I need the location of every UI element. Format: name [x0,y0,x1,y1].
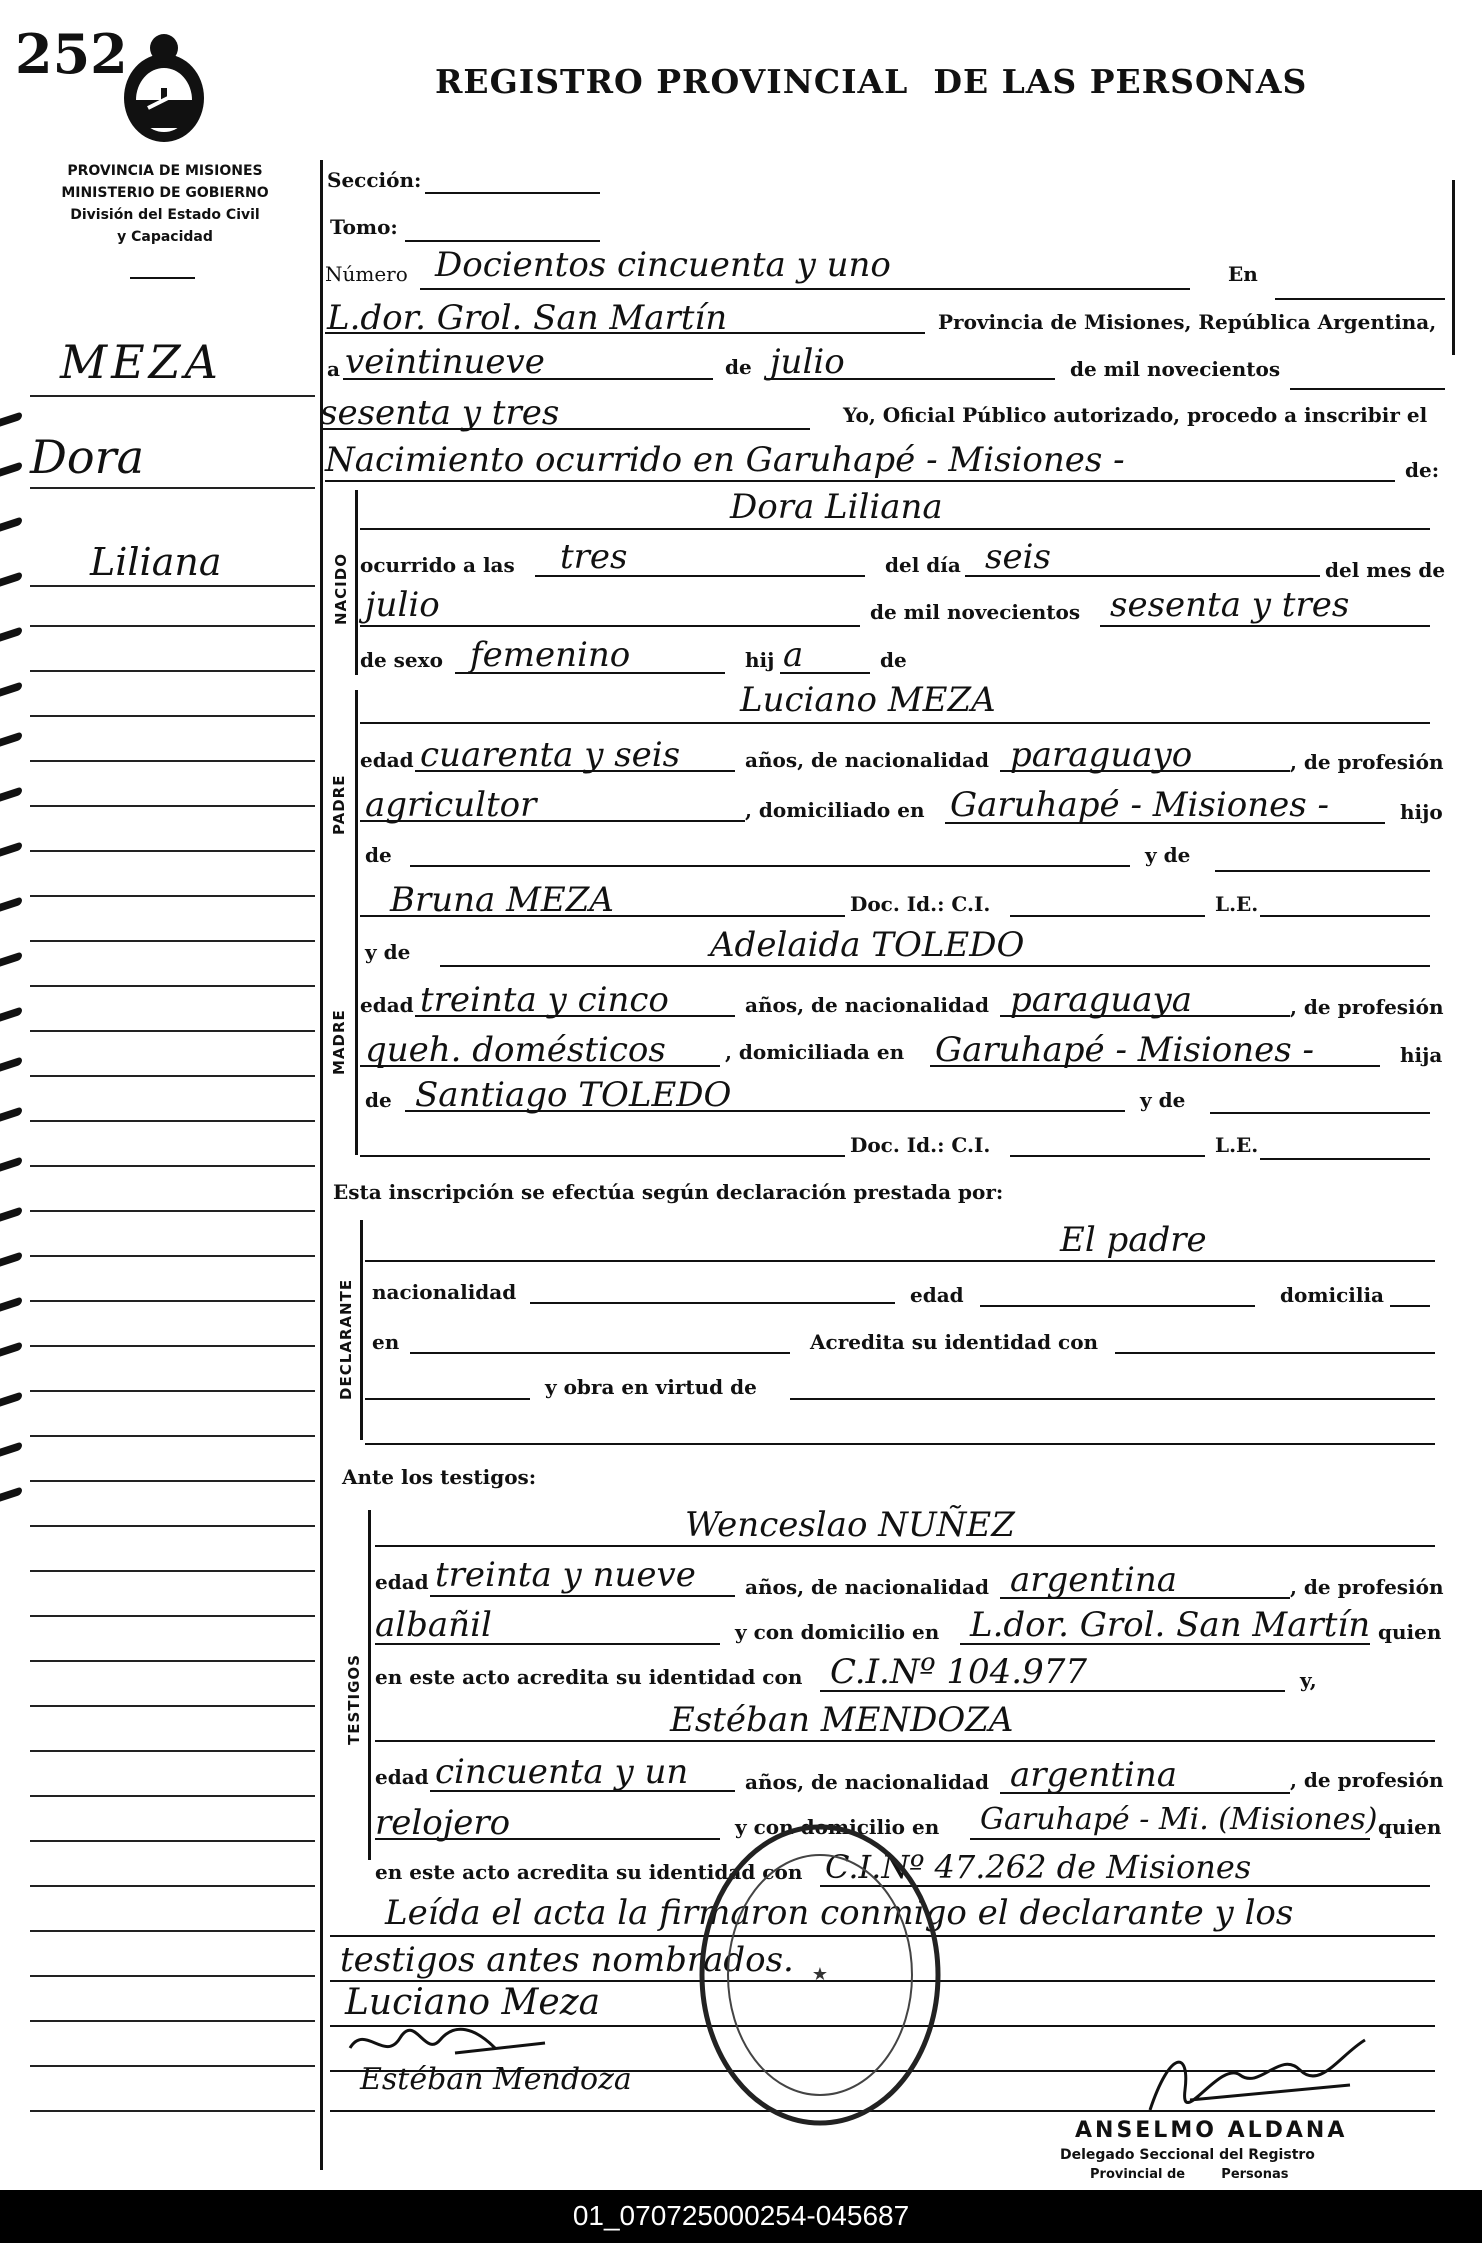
testigo1-dom-label: y con domicilio en [735,1620,940,1644]
svg-text:★: ★ [811,1964,829,1985]
madre-de-label: de [365,1088,392,1112]
a-label: a [327,357,340,381]
testigo2-quien: quien [1378,1815,1442,1839]
declarante-obra-label: y obra en virtud de [545,1375,757,1399]
document-title: REGISTRO PROVINCIAL DE LAS PERSONAS [435,62,1308,101]
declarante-en-label: en [372,1330,400,1354]
hij-label: hij [745,648,775,672]
testigo2-prof-value: relojero [375,1803,511,1843]
madre-y-de2-label: y de [1140,1088,1186,1112]
provincia-text: Provincia de Misiones, República Argentina, [938,310,1437,334]
testigo1-doc-value: C.I.Nº 104.977 [830,1652,1087,1692]
institution-block [30,160,300,248]
de2-label: de: [1405,458,1440,482]
declarante-intro: Esta inscripción se efectúa según declaración prestada por: [333,1180,1004,1204]
footer-code: 01_070725000254-045687 [572,2200,910,2231]
testigos-section-label: TESTIGOS [345,1654,363,1745]
margin-surname: MEZA [60,335,222,389]
declarante-section-label: DECLARANTE [337,1278,355,1400]
madre-y-de-label: y de [365,940,411,964]
oficial-cargo-1: Delegado Seccional del Registro [1060,2147,1315,2163]
testigo1-acredita-label: en este acto acredita su identidad con [375,1665,803,1689]
cierre-linea-2: testigos antes nombrados. [340,1940,794,1980]
firma-declarante: Luciano Meza [345,1982,601,2023]
mes-nac-value: julio [365,585,440,625]
testigo2-acredita-label: en este acto acredita su identidad con [375,1860,803,1884]
testigo2-edad-value: cincuenta y un [435,1752,689,1792]
en-label: En [1228,262,1258,286]
padre-doc-label: Doc. Id.: C.I. [850,892,991,916]
testigo1-edad-value: treinta y nueve [435,1555,696,1595]
madre-dom-label: , domiciliada en [725,1040,905,1064]
declarante-nombre: El padre [1060,1220,1207,1260]
tomo-label: Tomo: [330,215,398,239]
firma-testigo-2: Estéban Mendoza [360,2062,632,2097]
oficial-nombre: ANSELMO ALDANA [1075,2118,1348,2143]
mil-nac-label: de mil novecientos [870,600,1081,624]
sexo-label: de sexo [360,648,443,672]
padre-edad-label: edad [360,748,414,772]
padre-hijo-label: hijo [1400,800,1443,824]
institution-line-3: División del Estado Civil [70,207,260,223]
testigos-intro: Ante los testigos: [342,1465,537,1489]
de-label: de [725,355,752,379]
cierre-linea-1: Leída el acta la firmaron conmigo el declarante y los [385,1893,1294,1933]
testigo2-nombre: Estéban MENDOZA [670,1700,1014,1740]
anio-nac-value: sesenta y tres [1110,585,1350,625]
testigo2-doc-value: C.I.Nº 47.262 de Misiones [825,1848,1252,1886]
testigo1-prof-value: albañil [375,1605,492,1645]
mil-label: de mil novecientos [1070,357,1281,381]
testigo2-prof-label: , de profesión [1290,1768,1444,1792]
declarante-dom-label: domicilia [1280,1283,1385,1307]
ocurrido-label: ocurrido a las [360,553,515,577]
madre-prof-value: queh. domésticos [365,1030,666,1070]
declarante-acredita-label: Acredita su identidad con [810,1330,1099,1354]
nacido-de-label: de [880,648,907,672]
testigo1-quien: quien [1378,1620,1442,1644]
nacido-nombre: Dora Liliana [730,487,943,527]
madre-dom-value: Garuhapé - Misiones - [935,1030,1314,1070]
testigo1-prof-label: , de profesión [1290,1575,1444,1599]
padre-prof-label: , de profesión [1290,750,1444,774]
page-number: 252 [15,22,128,86]
testigo2-dom-label: y con domicilio en [735,1815,940,1839]
padre-de-label: de [365,843,392,867]
abuela-paterna-value: Bruna MEZA [390,880,614,920]
declarante-edad-label: edad [910,1283,964,1307]
padre-nac-label: años, de nacionalidad [745,748,989,772]
padre-y-de-label: y de [1145,843,1191,867]
numero-value: Docientos cincuenta y uno [435,245,891,285]
institution-line-1: PROVINCIA DE MISIONES [67,163,263,179]
madre-hija-label: hija [1400,1043,1443,1067]
testigo1-nac-label: años, de nacionalidad [745,1575,989,1599]
testigo1-dom-value: L.dor. Grol. San Martín [970,1605,1371,1645]
testigo1-nombre: Wenceslao NUÑEZ [685,1505,1015,1545]
padre-edad-value: cuarenta y seis [420,735,681,775]
padre-dom-label: , domiciliado en [745,798,925,822]
padre-le-label: L.E. [1215,892,1259,916]
margin-name-1: Dora [30,430,144,484]
madre-edad-value: treinta y cinco [420,980,669,1020]
oficial-text: Yo, Oficial Público autorizado, procedo a inscribir el [843,403,1428,427]
mes-value: julio [770,342,845,382]
testigo2-edad-label: edad [375,1765,429,1789]
official-stamp [695,1820,945,2130]
padre-section-label: PADRE [330,774,348,835]
form-frame-right [1452,180,1455,355]
oficial-cargo-2: Provincial de Personas [1090,2167,1289,2182]
padre-dom-value: Garuhapé - Misiones - [950,785,1329,825]
madre-prof-label: , de profesión [1290,995,1444,1019]
testigo2-nac-label: años, de nacionalidad [745,1770,989,1794]
dia-nac-value: seis [985,537,1051,577]
testigo1-y: y, [1300,1668,1317,1692]
del-dia-label: del día [885,553,961,577]
padre-nac-value: paraguayo [1010,735,1193,775]
madre-edad-label: edad [360,993,414,1017]
coat-of-arms-emblem [118,28,210,148]
binding-marks [0,0,30,1560]
numero-label: Número [325,262,408,286]
localidad-value: L.dor. Grol. San Martín [327,298,728,338]
padre-prof-value: agricultor [365,785,537,825]
form-frame-left [320,160,323,2170]
madre-section-label: MADRE [330,1009,348,1075]
testigo2-dom-value: Garuhapé - Mi. (Misiones) [980,1802,1378,1837]
seccion-label: Sección: [327,168,422,192]
madre-le-label: L.E. [1215,1133,1259,1157]
nacido-section-label: NACIDO [332,553,350,625]
padre-nombre: Luciano MEZA [740,680,996,720]
hij-value: a [783,635,804,675]
dia-value: veintinueve [345,342,545,382]
anio-value: sesenta y tres [320,393,560,433]
hecho-value: Nacimiento ocurrido en Garuhapé - Misiones - [325,440,1125,480]
sexo-value: femenino [470,635,631,675]
institution-line-4: y Capacidad [117,229,213,245]
madre-nac-label: años, de nacionalidad [745,993,989,1017]
footer-bar [0,2190,1482,2243]
del-mes-label: del mes de [1325,558,1446,582]
testigo1-nac-value: argentina [1010,1560,1178,1600]
abuelo-materno-value: Santiago TOLEDO [415,1075,732,1115]
madre-nombre: Adelaida TOLEDO [710,925,1025,965]
hora-value: tres [560,537,628,577]
institution-line-2: MINISTERIO DE GOBIERNO [61,185,269,201]
margin-name-2: Liliana [90,540,222,584]
testigo2-nac-value: argentina [1010,1755,1178,1795]
testigo1-edad-label: edad [375,1570,429,1594]
madre-doc-label: Doc. Id.: C.I. [850,1133,991,1157]
declarante-nac-label: nacionalidad [372,1280,517,1304]
madre-nac-value: paraguaya [1010,980,1192,1020]
